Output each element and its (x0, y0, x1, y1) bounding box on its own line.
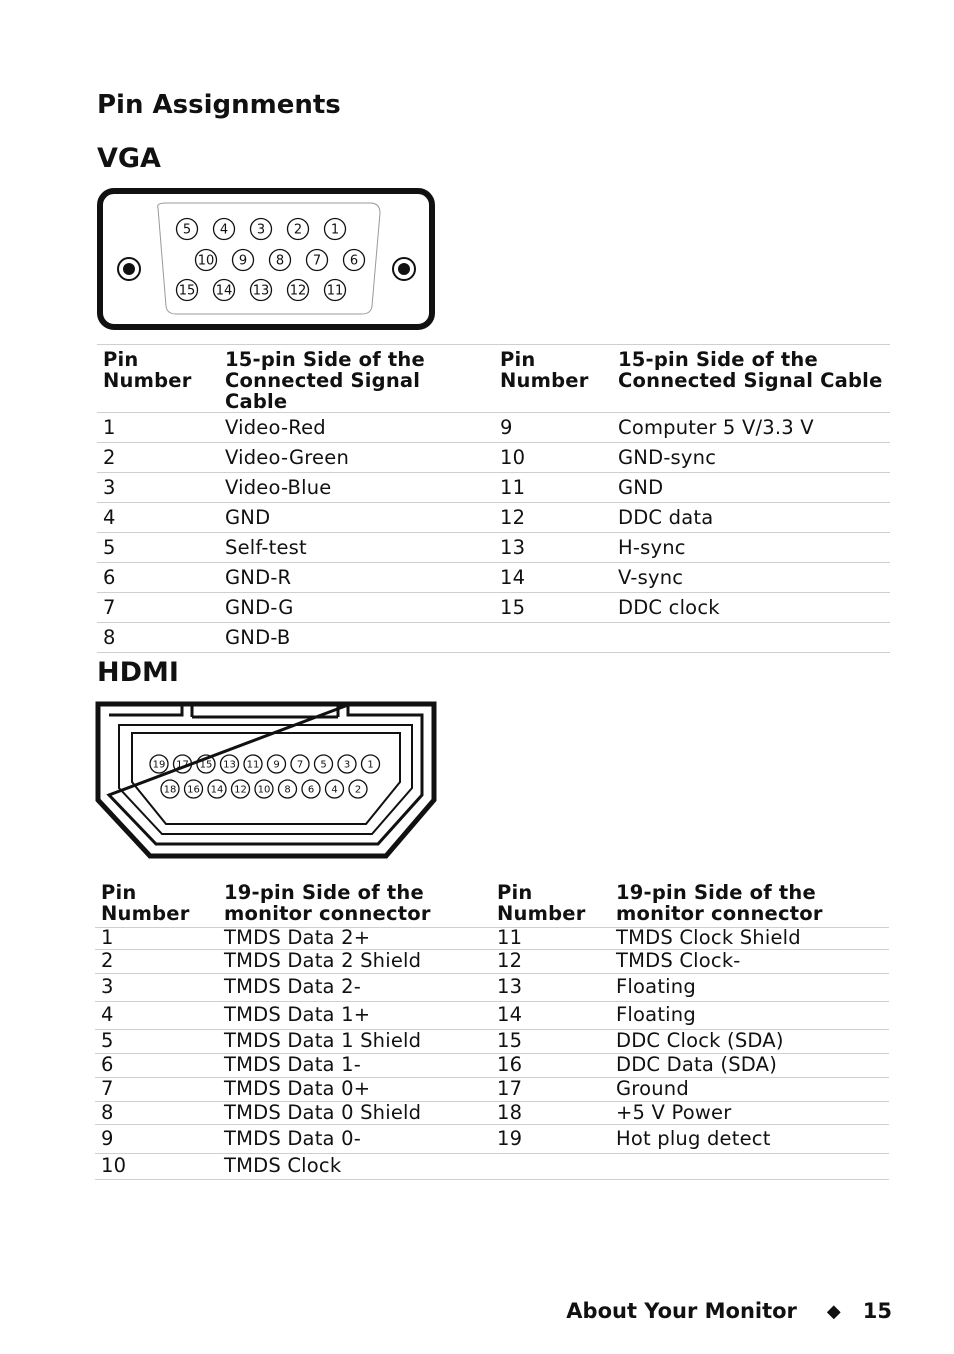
pin-label: 4 (219, 222, 229, 238)
table-cell: 11 (497, 926, 523, 949)
pin-9-icon (268, 755, 286, 773)
table-row (95, 949, 889, 973)
table-cell: 14 (500, 566, 526, 589)
pin-11-icon (244, 755, 262, 773)
pin-7-icon (307, 250, 328, 271)
pin-10-icon (196, 250, 217, 271)
table-cell: 5 (103, 536, 116, 559)
table-cell: TMDS Data 1- (224, 1053, 361, 1076)
table-row (97, 443, 890, 473)
pin-label: 13 (252, 283, 270, 299)
table-row (95, 927, 889, 949)
table-cell: 7 (103, 596, 116, 619)
pin-label: 7 (296, 759, 304, 771)
table-row (95, 973, 889, 1001)
table-row (95, 1124, 889, 1153)
table-cell (612, 623, 890, 653)
pin-10-icon (255, 780, 273, 798)
pin-4-icon (214, 219, 235, 240)
table-cell: TMDS Data 1+ (224, 1003, 371, 1026)
table-cell: TMDS Data 2- (224, 975, 361, 998)
table-cell (610, 1153, 889, 1179)
table-cell (491, 1153, 610, 1179)
pin-label: 17 (176, 759, 189, 771)
column-header: 15-pin Side of the Connected Signal Cable (225, 348, 425, 413)
pin-9-icon (233, 250, 254, 271)
table-header-row (95, 880, 889, 927)
table-cell: TMDS Clock (224, 1154, 342, 1177)
table-cell: 16 (497, 1053, 523, 1076)
table-cell: GND (618, 476, 664, 499)
table-cell: 18 (497, 1100, 523, 1124)
pin-label: 9 (238, 253, 248, 269)
pin-label: 7 (312, 253, 322, 269)
table-cell: Video-Blue (225, 476, 332, 499)
table-row (95, 1101, 889, 1124)
table-cell: 1 (103, 416, 116, 439)
table-row (97, 593, 890, 623)
page-footer (566, 1299, 892, 1323)
pin-label: 14 (210, 784, 224, 796)
table-cell: TMDS Clock Shield (616, 926, 801, 949)
table-cell: DDC clock (618, 596, 720, 619)
pin-label: 8 (275, 253, 285, 269)
pin-label: 13 (223, 759, 236, 771)
table-cell: TMDS Data 2 Shield (224, 949, 422, 972)
table-cell: 17 (497, 1077, 523, 1100)
table-cell: 3 (101, 975, 114, 998)
pin-3-icon (251, 219, 272, 240)
pin-7-icon (291, 755, 309, 773)
table-cell: TMDS Clock- (616, 949, 741, 972)
table-row (97, 623, 890, 653)
table-cell: GND (225, 506, 271, 529)
table-row (97, 413, 890, 443)
hdmi-heading: HDMI (97, 657, 179, 688)
table-row (97, 533, 890, 563)
table-cell: TMDS Data 0+ (224, 1077, 371, 1100)
table-cell: GND-R (225, 566, 292, 589)
pin-15-icon (177, 280, 198, 301)
pin-8-icon (270, 250, 291, 271)
table-cell: 11 (500, 476, 526, 499)
pin-5-icon (315, 755, 333, 773)
pin-6-icon (344, 250, 365, 271)
table-row (95, 1153, 889, 1179)
vga-connector-diagram (96, 188, 436, 331)
table-cell: 19 (497, 1126, 523, 1150)
column-header: 19-pin Side of the monitor connector (224, 881, 431, 925)
table-cell: H-sync (618, 536, 686, 559)
table-cell: TMDS Data 1 Shield (224, 1029, 422, 1052)
vga-pin-table (97, 344, 890, 653)
table-row (97, 473, 890, 503)
table-cell: Floating (616, 1003, 696, 1026)
pin-13-icon (221, 755, 239, 773)
table-cell: 12 (497, 949, 523, 972)
table-row (95, 1001, 889, 1029)
table-cell: DDC data (618, 506, 714, 529)
pin-label: 6 (307, 784, 315, 796)
pin-label: 2 (354, 784, 362, 796)
table-cell: V-sync (618, 566, 684, 589)
column-header: Pin Number (101, 881, 190, 925)
table-cell: 13 (500, 536, 526, 559)
hdmi-pin-table (95, 880, 889, 1180)
table-cell: 8 (101, 1100, 114, 1124)
pin-label: 10 (257, 784, 271, 796)
table-cell: 2 (103, 446, 116, 469)
pin-label: 15 (199, 759, 213, 771)
pin-2-icon (288, 219, 309, 240)
table-cell: DDC Data (SDA) (616, 1053, 778, 1076)
vga-left-screw-icon (118, 258, 140, 280)
page-number: 15 (862, 1299, 892, 1323)
table-cell: 4 (103, 506, 116, 529)
pin-14-icon (208, 780, 226, 798)
hdmi-connector-diagram (94, 700, 438, 860)
table-cell: Self-test (225, 536, 307, 559)
pin-label: 19 (152, 759, 166, 771)
table-cell: 6 (103, 566, 116, 589)
table-cell: TMDS Data 0- (224, 1126, 361, 1150)
table-cell: Computer 5 V/3.3 V (618, 416, 814, 439)
pin-label: 5 (182, 222, 192, 238)
pin-1-icon (362, 755, 380, 773)
table-cell: GND-B (225, 626, 291, 649)
pin-12-icon (232, 780, 250, 798)
diamond-separator-icon: ◆ (826, 1300, 841, 1322)
table-row (95, 1077, 889, 1101)
table-cell: Ground (616, 1077, 689, 1100)
pin-label: 18 (163, 784, 177, 796)
table-cell: 10 (101, 1154, 127, 1177)
pin-4-icon (326, 780, 344, 798)
vga-heading: VGA (97, 143, 161, 174)
pin-label: 15 (178, 283, 196, 299)
table-cell: 1 (101, 926, 114, 949)
table-cell: 14 (497, 1003, 523, 1026)
vga-right-screw-icon (393, 258, 415, 280)
column-header: 19-pin Side of the monitor connector (616, 881, 823, 925)
table-cell: 9 (101, 1126, 114, 1150)
pin-label: 8 (284, 784, 291, 796)
pin-label: 2 (293, 222, 303, 238)
pin-label: 1 (367, 759, 374, 771)
pin-label: 3 (256, 222, 266, 238)
table-cell: 15 (500, 596, 526, 619)
pin-11-icon (325, 280, 346, 301)
table-cell: Hot plug detect (616, 1126, 771, 1150)
table-cell: Video-Green (225, 446, 349, 469)
pin-label: 11 (246, 759, 260, 771)
table-row (95, 1053, 889, 1077)
table-cell: TMDS Data 2+ (224, 926, 371, 949)
pin-label: 12 (234, 784, 247, 796)
pin-12-icon (288, 280, 309, 301)
pin-label: 10 (197, 253, 215, 269)
pin-8-icon (279, 780, 297, 798)
table-cell: Video-Red (225, 416, 326, 439)
table-cell: 6 (101, 1053, 114, 1076)
table-cell: 12 (500, 506, 526, 529)
pin-18-icon (161, 780, 179, 798)
table-row (97, 503, 890, 533)
pin-label: 12 (289, 283, 307, 299)
column-header: Pin Number (497, 881, 586, 925)
pin-label: 14 (215, 283, 233, 299)
table-cell: 10 (500, 446, 526, 469)
pin-2-icon (349, 780, 367, 798)
table-row (97, 563, 890, 593)
footer-section-title: About Your Monitor (566, 1299, 797, 1323)
table-cell (494, 623, 612, 653)
table-cell: 13 (497, 975, 523, 998)
column-header: Pin Number (103, 348, 192, 392)
pin-17-icon (174, 755, 192, 773)
table-cell: 9 (500, 416, 513, 439)
pin-label: 9 (273, 759, 280, 771)
pin-14-icon (214, 280, 235, 301)
pin-6-icon (302, 780, 320, 798)
table-cell: Floating (616, 975, 696, 998)
table-cell: 8 (103, 626, 116, 649)
table-cell: GND-sync (618, 446, 717, 469)
table-cell: 15 (497, 1029, 523, 1052)
pin-5-icon (177, 219, 198, 240)
pin-19-icon (150, 755, 168, 773)
pin-label: 4 (331, 784, 338, 796)
table-cell: 2 (101, 949, 114, 972)
table-header-row (97, 345, 890, 413)
column-header: 15-pin Side of the Connected Signal Cable (618, 348, 883, 392)
pin-label: 16 (187, 784, 200, 796)
table-cell: 7 (101, 1077, 114, 1100)
table-cell: 3 (103, 476, 116, 499)
table-row (95, 1029, 889, 1053)
pin-label: 5 (320, 759, 327, 771)
pin-13-icon (251, 280, 272, 301)
pin-label: 3 (343, 759, 351, 771)
pin-label: 1 (330, 222, 340, 238)
pin-16-icon (185, 780, 203, 798)
table-cell: 4 (101, 1003, 114, 1026)
table-cell: +5 V Power (616, 1100, 732, 1124)
pin-label: 6 (349, 253, 359, 269)
pin-label: 11 (326, 283, 344, 299)
column-header: Pin Number (500, 348, 589, 392)
table-cell: 5 (101, 1029, 114, 1052)
table-cell: DDC Clock (SDA) (616, 1029, 784, 1052)
pin-3-icon (338, 755, 356, 773)
pin-1-icon (325, 219, 346, 240)
table-cell: TMDS Data 0 Shield (224, 1100, 422, 1124)
page-title: Pin Assignments (97, 90, 341, 120)
table-cell: GND-G (225, 596, 294, 619)
